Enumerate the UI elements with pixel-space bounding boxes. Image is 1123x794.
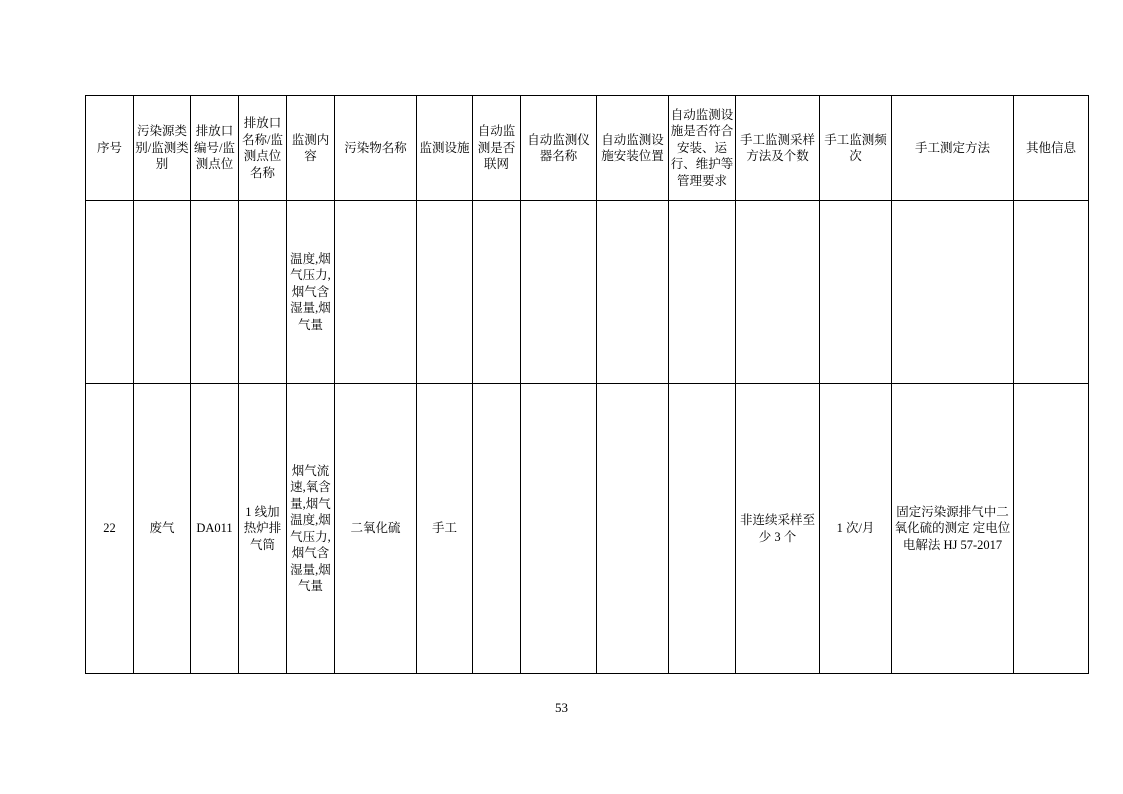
cell-auto-compliance [669,384,736,674]
page-number: 53 [555,700,568,715]
table-row [86,201,1089,384]
header-cell-monitor-content: 监测内容 [287,96,335,201]
table-body [86,201,1089,674]
table-row [86,384,1089,674]
header-cell-monitor-facility: 监测设施 [417,96,473,201]
cell-outlet-name [239,201,287,384]
cell-other-info [1014,384,1089,674]
cell-other-info [1014,201,1089,384]
cell-monitor-facility: 手工 [417,384,473,674]
cell-manual-determination-method [892,201,1014,384]
monitoring-table [85,95,1089,674]
cell-outlet-name: 1 线加热炉排气筒 [239,384,287,674]
cell-index [86,201,134,384]
header-cell-pollutant-name: 污染物名称 [335,96,417,201]
cell-auto-instrument-name [521,384,597,674]
header-cell-auto-networked: 自动监测是否联网 [473,96,521,201]
cell-monitor-content: 烟气流速,氧含量,烟气温度,烟气压力,烟气含湿量,烟气量 [287,384,335,674]
header-cell-index: 序号 [86,96,134,201]
cell-manual-sampling-method [736,201,820,384]
cell-auto-instrument-name [521,201,597,384]
cell-auto-networked [473,384,521,674]
cell-manual-frequency: 1 次/月 [820,384,892,674]
header-cell-other-info: 其他信息 [1014,96,1089,201]
cell-auto-networked [473,201,521,384]
cell-outlet-code [191,201,239,384]
cell-manual-frequency [820,201,892,384]
cell-source-category [134,201,191,384]
cell-pollutant-name: 二氧化硫 [335,384,417,674]
header-cell-manual-frequency: 手工监测频次 [820,96,892,201]
header-cell-outlet-name: 排放口名称/监测点位名称 [239,96,287,201]
cell-auto-compliance [669,201,736,384]
cell-auto-install-location [597,384,669,674]
header-cell-auto-instrument-name: 自动监测仪器名称 [521,96,597,201]
cell-manual-determination-method: 固定污染源排气中二氧化硫的测定 定电位电解法 HJ 57-2017 [892,384,1014,674]
header-cell-manual-sampling-method: 手工监测采样方法及个数 [736,96,820,201]
header-cell-source-category: 污染源类别/监测类别 [134,96,191,201]
monitoring-table-container [85,95,1076,674]
header-cell-outlet-code: 排放口编号/监测点位 [191,96,239,201]
cell-manual-sampling-method: 非连续采样至少 3 个 [736,384,820,674]
header-cell-manual-determination-method: 手工测定方法 [892,96,1014,201]
cell-auto-install-location [597,201,669,384]
cell-monitor-facility [417,201,473,384]
cell-source-category: 废气 [134,384,191,674]
table-header-row [86,96,1089,201]
header-cell-auto-compliance: 自动监测设施是否符合安装、运行、维护等管理要求 [669,96,736,201]
header-cell-auto-install-location: 自动监测设施安装位置 [597,96,669,201]
cell-index: 22 [86,384,134,674]
cell-monitor-content: 温度,烟气压力,烟气含湿量,烟气量 [287,201,335,384]
cell-pollutant-name [335,201,417,384]
cell-outlet-code: DA011 [191,384,239,674]
